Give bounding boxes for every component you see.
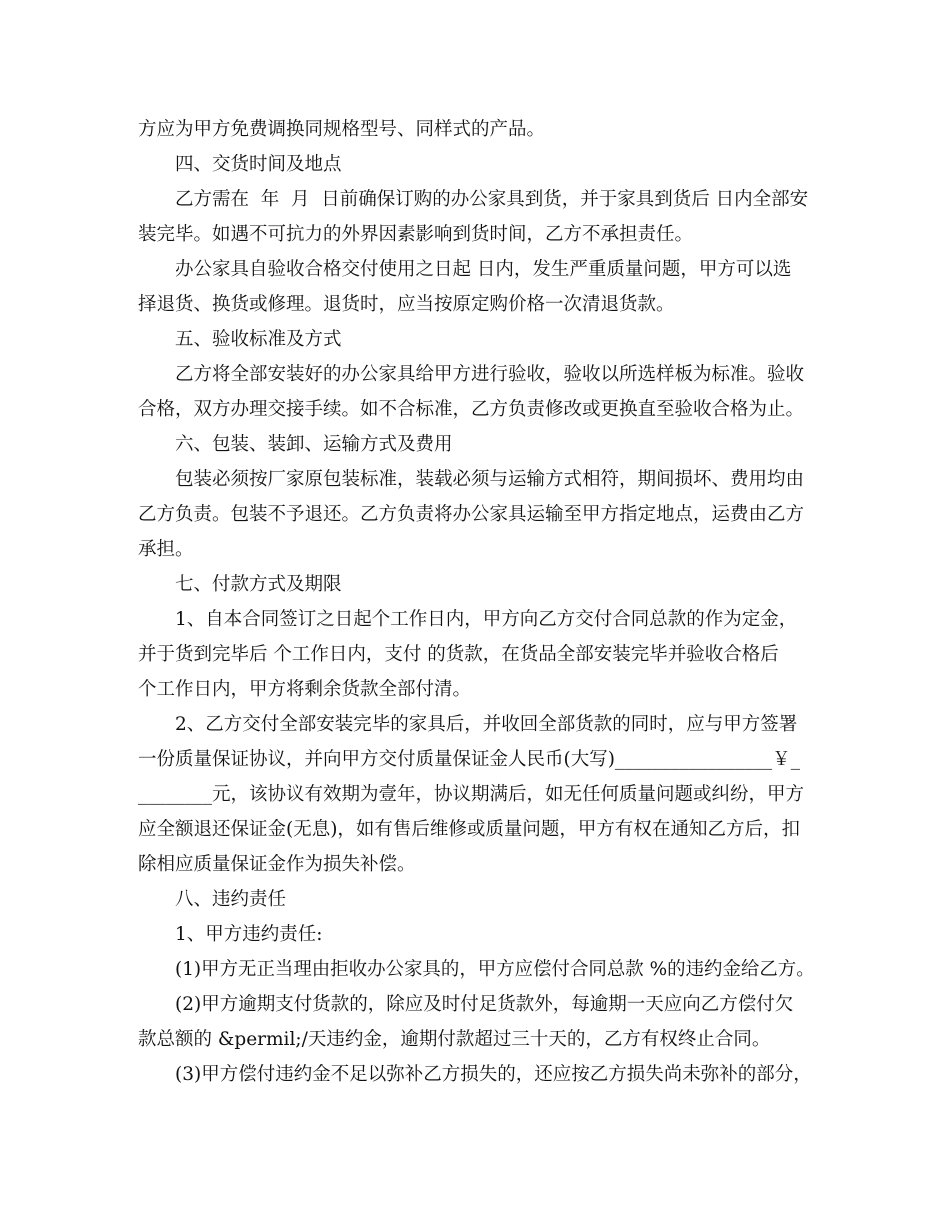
body-text-line: 乙方负责。包装不予退还。乙方负责将办公家具运输至甲方指定地点，运费由乙方: [138, 504, 805, 525]
section-heading: 六、包装、装卸、运输方式及费用: [175, 434, 453, 455]
body-text-line: 承担。: [138, 539, 194, 560]
body-text-line: 合格，双方办理交接手续。如不合标准，乙方负责修改或更换直至验收合格为止。: [138, 399, 805, 420]
body-text-line: 1、自本合同签订之日起个工作日内，甲方向乙方交付合同总款的作为定金，: [175, 609, 798, 630]
body-text-line: 择退货、换货或修理。退货时，应当按原定购价格一次清退货款。: [138, 294, 675, 315]
body-text-line: 应全额退还保证金(无息)，如有售后维修或质量问题，甲方有权在通知乙方后，扣: [138, 819, 800, 840]
body-text-line: (3)甲方偿付违约金不足以弥补乙方损失的，还应按乙方损失尚未弥补的部分，: [175, 1064, 812, 1085]
section-heading: 八、违约责任: [175, 889, 287, 910]
body-text-line: 办公家具自验收合格交付使用之日起 日内，发生严重质量问题，甲方可以选: [175, 259, 792, 280]
body-text-line: 乙方将全部安装好的办公家具给甲方进行验收，验收以所选样板为标准。验收: [175, 364, 805, 385]
body-text-line: 一份质量保证协议，并向甲方交付质量保证金人民币(大写)_________________￥_: [138, 749, 800, 770]
body-text-line: 2、乙方交付全部安装完毕的家具后，并收回全部货款的同时，应与甲方签署: [175, 714, 798, 735]
body-text-line: 并于货到完毕后 个工作日内，支付 的货款，在货品全部安装完毕并验收合格后: [138, 644, 779, 665]
body-text-line: 除相应质量保证金作为损失补偿。: [138, 854, 416, 875]
body-text-line: (2)甲方逾期支付货款的，除应及时付足货款外，每逾期一天应向乙方偿付欠: [175, 994, 794, 1015]
body-text-line: 装完毕。如遇不可抗力的外界因素影响到货时间，乙方不承担责任。: [138, 224, 694, 245]
body-text-line: 个工作日内，甲方将剩余货款全部付清。: [138, 679, 472, 700]
body-text-line: 方应为甲方免费调换同规格型号、同样式的产品。: [138, 119, 546, 140]
body-text-line: ________元，该协议有效期为壹年，协议期满后，如无任何质量问题或纠纷，甲方: [138, 784, 805, 805]
body-text-line: 乙方需在 年 月 日前确保订购的办公家具到货，并于家具到货后 日内全部安: [175, 189, 809, 210]
section-heading: 五、验收标准及方式: [175, 329, 342, 350]
body-text-line: 1、甲方违约责任:: [175, 924, 323, 945]
body-text-line: 款总额的 &permil;/天违约金，逾期付款超过三十天的，乙方有权终止合同。: [138, 1029, 771, 1050]
body-text-line: 包装必须按厂家原包装标准，装载必须与运输方式相符，期间损坏、费用均由: [175, 469, 805, 490]
section-heading: 七、付款方式及期限: [175, 574, 342, 595]
section-heading: 四、交货时间及地点: [175, 154, 342, 175]
body-text-line: (1)甲方无正当理由拒收办公家具的，甲方应偿付合同总款 %的违约金给乙方。: [175, 959, 815, 980]
